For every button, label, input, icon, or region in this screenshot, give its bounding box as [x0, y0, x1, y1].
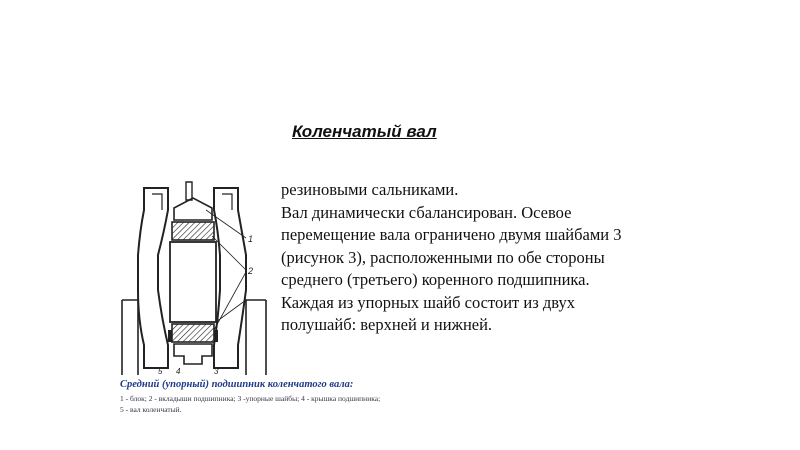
body-line: полушайб: верхней и нижней. [281, 315, 493, 334]
caption-legend-line: 5 - вал коленчатый. [120, 405, 182, 414]
body-text [281, 179, 751, 337]
body-line: перемещение вала ограничено двумя шайбами 3 [281, 225, 622, 244]
body-line: среднего (третьего) коренного подшипника. [281, 270, 590, 289]
body-line: Каждая из упорных шайб состоит из двух [281, 292, 575, 312]
callout-1: 1 [248, 234, 254, 244]
block-top [174, 198, 212, 220]
callout-5: 5 [158, 367, 163, 375]
caption-title: Средний (упорный) подшипник коленчатого вала: [120, 379, 354, 390]
body-line: (рисунок 3), расположенными по обе стороны [281, 247, 605, 267]
thrust-washer-left [168, 330, 172, 342]
callout-4: 4 [176, 367, 181, 375]
thrust-washer-right [214, 330, 218, 342]
bearing-cap [174, 344, 212, 364]
upper-shell [172, 222, 214, 240]
callout-3: 3 [214, 367, 219, 375]
body-line: резиновыми сальниками. [281, 180, 459, 199]
lower-shell [172, 324, 214, 342]
bearing-drawing-svg [118, 180, 270, 375]
figure-caption [120, 379, 380, 415]
bearing-drawing [118, 180, 270, 375]
caption-legend-line: 1 - блок; 2 - вкладыши подшипника; 3 -упорные шайбы; 4 - крышка подшипника; [120, 394, 381, 403]
left-web [138, 188, 168, 368]
journal [170, 242, 216, 322]
right-web [214, 188, 246, 368]
body-line: Вал динамически сбалансирован. Осевое [281, 202, 572, 222]
slide-title: Коленчатый вал [292, 122, 437, 141]
callout-2: 2 [248, 266, 254, 276]
